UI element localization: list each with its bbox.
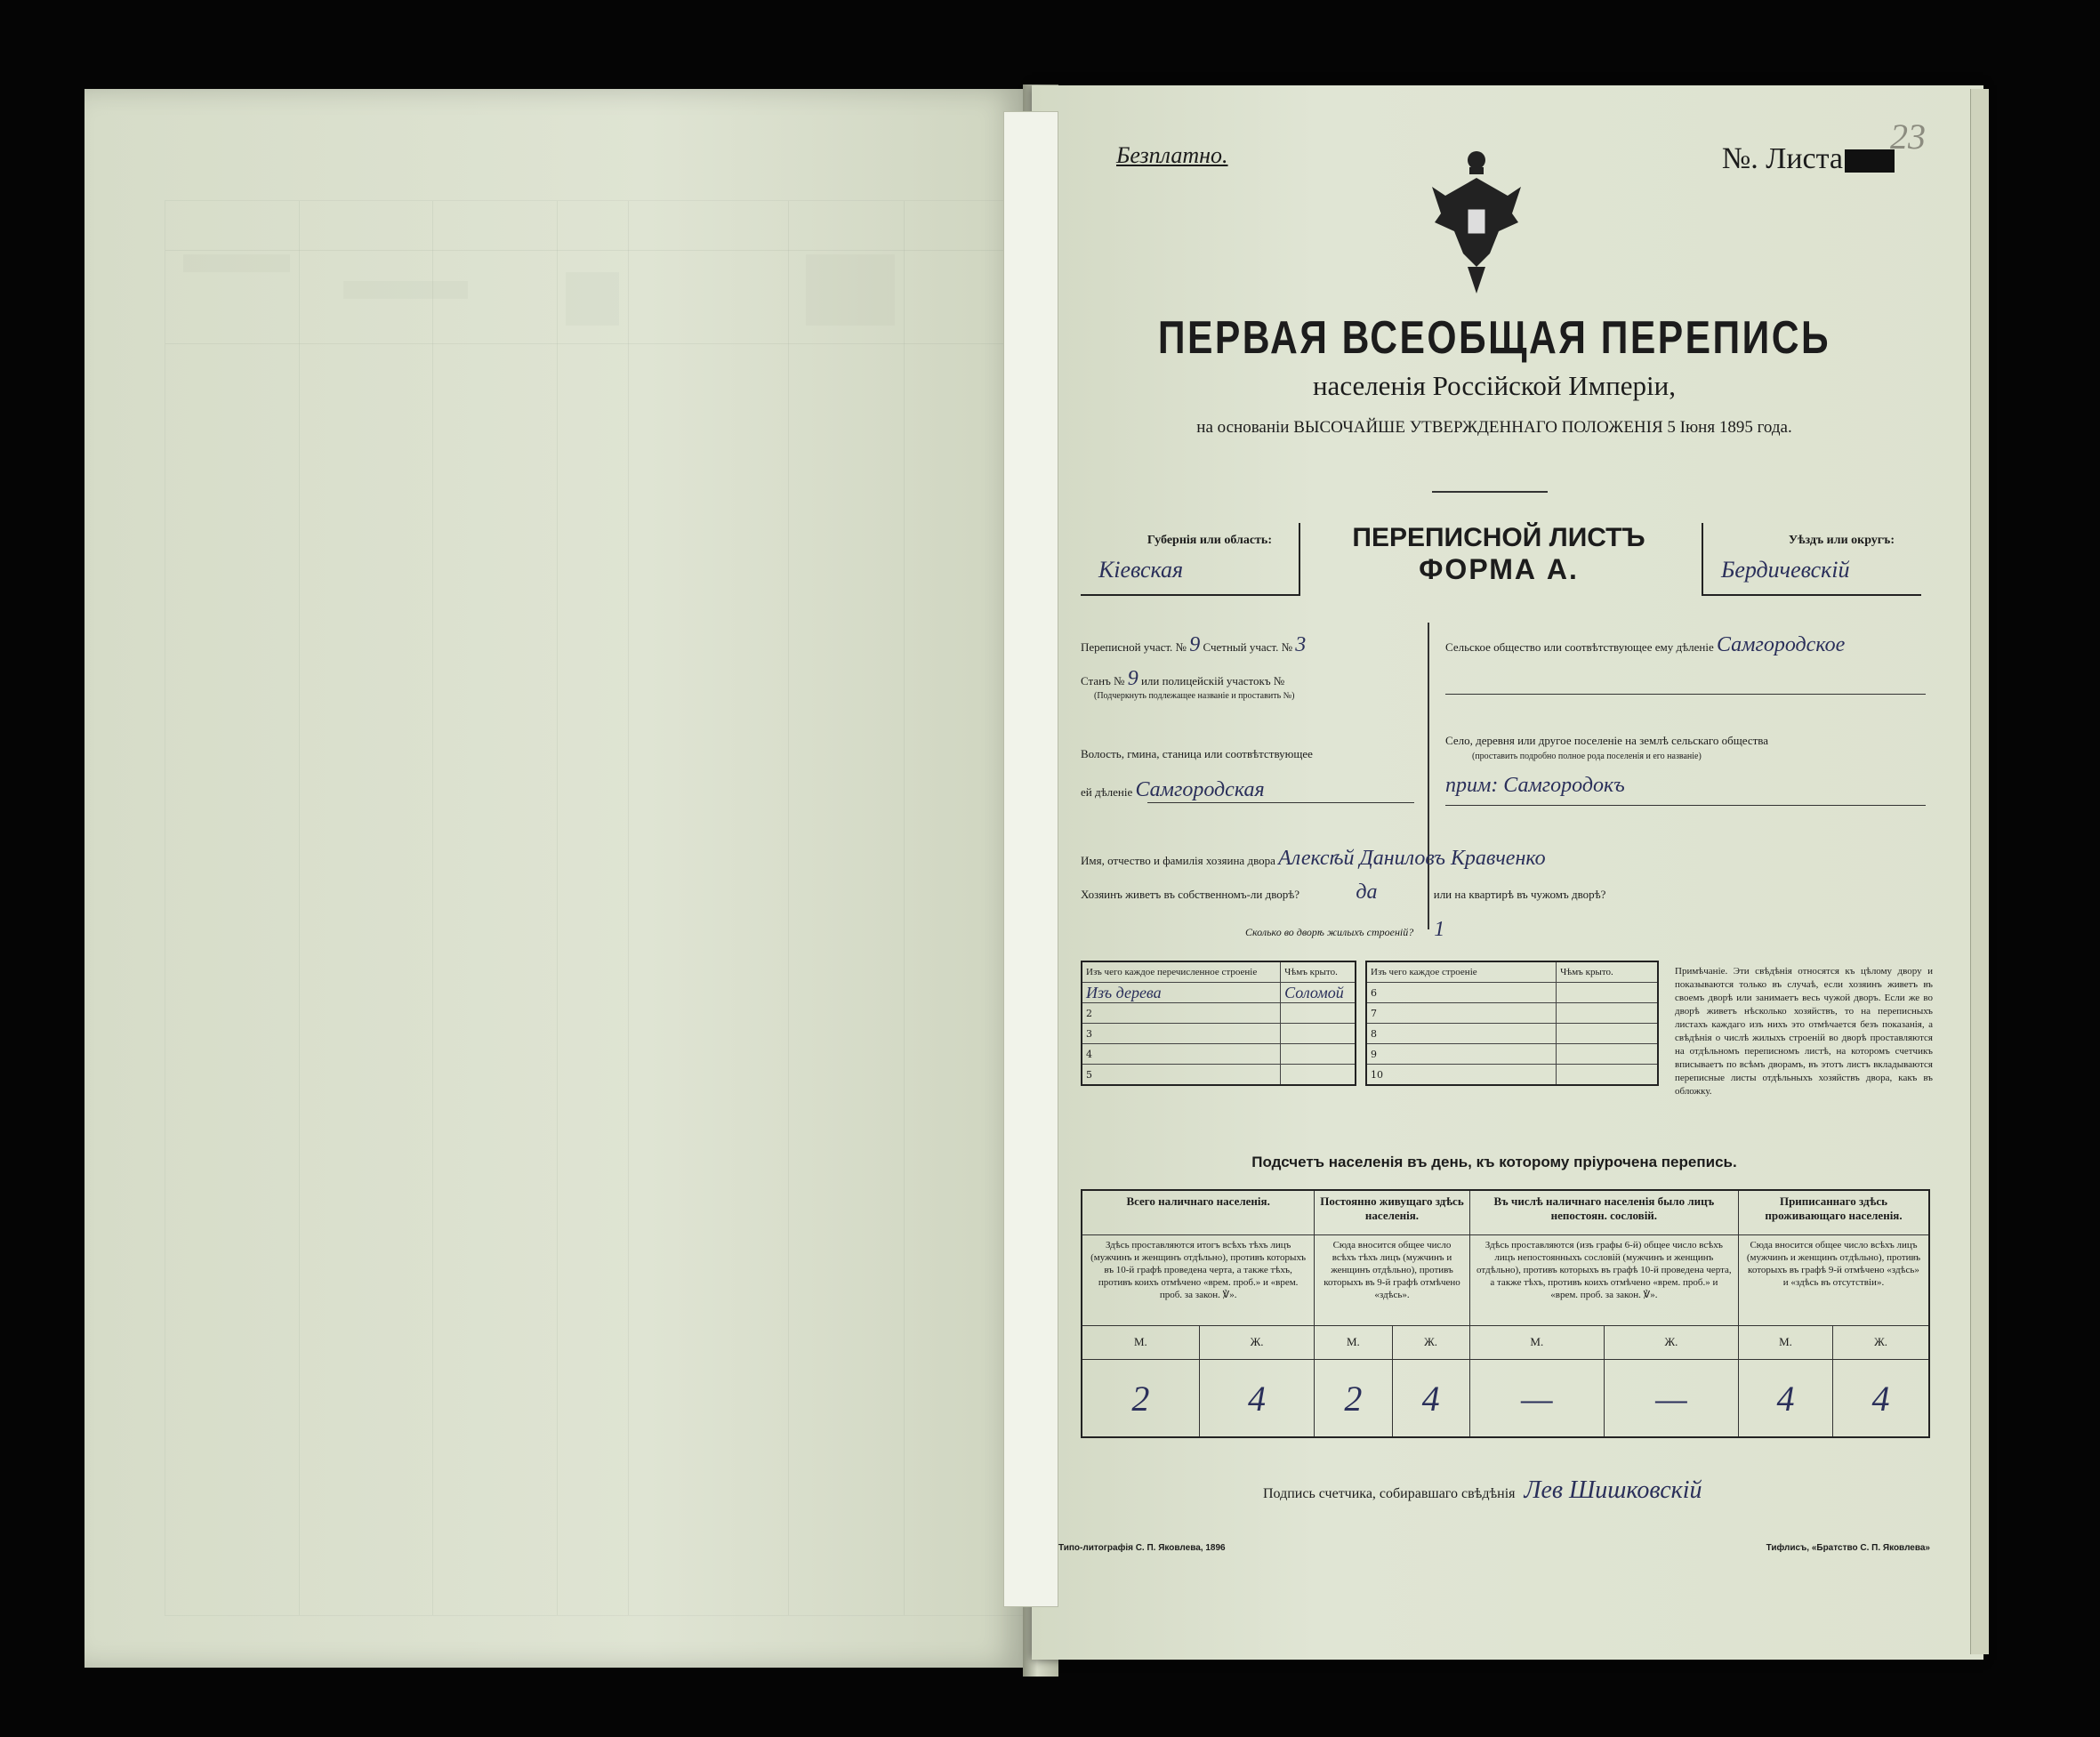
owns-label: Хозяинъ живетъ въ собственномъ-ли дворѣ?	[1081, 888, 1300, 901]
bleed-through-table	[165, 200, 1065, 1616]
table-row	[1366, 1003, 1658, 1024]
buildings-question	[1245, 918, 1444, 942]
left-page	[84, 89, 1023, 1668]
count-registered-male: 4	[1738, 1360, 1832, 1437]
count-section-value: 3	[1295, 633, 1307, 656]
free-label: Безплатно.	[1116, 142, 1228, 168]
row-number: 6	[1366, 983, 1557, 1003]
building-roof	[1557, 1044, 1658, 1065]
header-fields	[1081, 523, 1921, 599]
building-material: Изъ дерева	[1086, 983, 1162, 1001]
owns-field	[1081, 881, 1926, 905]
imperial-eagle-icon	[1428, 142, 1525, 298]
buildings-col-roof-2: Чѣмъ крыто.	[1557, 961, 1658, 983]
row-number: 4	[1082, 1044, 1281, 1065]
district-box	[1702, 523, 1921, 596]
community-label: Сельское общество или соотвѣтствующее ему дѣленіе	[1445, 640, 1714, 654]
stan-label: Станъ №	[1081, 674, 1125, 688]
count-header-nonpermanent: Въ числѣ наличнаго населенія было лицъ непостоян. сословій.	[1469, 1190, 1738, 1235]
volost-value: Самгородская	[1135, 778, 1265, 801]
census-title: ПЕРВАЯ ВСЕОБЩАЯ ПЕРЕПИСЬ	[1157, 312, 1831, 364]
volost-underline	[1147, 802, 1414, 803]
stan-field	[1081, 667, 1419, 691]
stan-alt-label: или полицейскій участокъ №	[1140, 674, 1285, 688]
building-roof	[1557, 1065, 1658, 1086]
buildings-col-material-2: Изъ чего каждое строеніе	[1366, 961, 1557, 983]
ornament-divider	[1432, 491, 1548, 505]
owner-value: Алексѣй Даниловъ Кравченко	[1278, 847, 1546, 870]
form-title-line2: ФОРМА А.	[1419, 553, 1579, 585]
row-number: 7	[1366, 1003, 1557, 1024]
table-row	[1366, 1024, 1658, 1044]
village-underline	[1445, 805, 1926, 806]
census-section-value: 9	[1189, 633, 1201, 656]
census-subtitle: населенія Россійской Имперіи,	[1312, 370, 1677, 401]
buildings-note: Примѣчаніе. Эти свѣдѣнія относятся къ цѣлому двору и показываются только въ случаѣ, если хозяинъ живетъ въ своемъ дворѣ или занимаетъ весь чужой дворъ. Если же во дворѣ живетъ нѣсколько хозяйствъ, то на переписныхъ листахъ каждаго изъ нихъ это отмѣчается безъ показанія, а свѣдѣнія о числѣ жилыхъ строеній во дворѣ проставляются на отдѣльномъ переписномъ листѣ, на которомъ счетчикъ вписываетъ по всѣмъ дворамъ, въ этотъ листъ вкладываются переписные листы отдѣльныхъ хозяйствъ двора, какъ въ обложку.	[1675, 966, 1933, 1097]
count-header-permanent: Постоянно живущаго здѣсь населенія.	[1315, 1190, 1469, 1235]
printer-imprint-right: Тифлисъ, «Братство С. П. Яковлева»	[1766, 1543, 1930, 1553]
row-number: 9	[1366, 1044, 1557, 1065]
buildings-col-roof: Чѣмъ крыто.	[1281, 961, 1356, 983]
row-number: 3	[1082, 1024, 1281, 1044]
count-header-registered: Приписаннаго здѣсь проживающаго населенія.	[1738, 1190, 1929, 1235]
sex-female: Ж.	[1199, 1325, 1314, 1360]
village-value: прим: Самгородокъ	[1445, 774, 1625, 797]
table-row	[1082, 1065, 1356, 1086]
sex-female: Ж.	[1833, 1325, 1929, 1360]
table-row	[1366, 1044, 1658, 1065]
stan-note: (Подчеркнуть подлежащее названіе и проставить №)	[1094, 691, 1295, 701]
buildings-table-left	[1081, 961, 1356, 1086]
count-section-label: Счетный участ. №	[1203, 640, 1293, 654]
row-number: 10	[1366, 1065, 1557, 1086]
row-number: 8	[1366, 1024, 1557, 1044]
buildings-table-right	[1365, 961, 1659, 1086]
sex-female: Ж.	[1392, 1325, 1469, 1360]
table-row	[1366, 983, 1658, 1003]
count-permanent-female: 4	[1392, 1360, 1469, 1437]
district-value: Бердичевскій	[1721, 557, 1850, 583]
form-title	[1321, 523, 1677, 586]
volost-field	[1081, 778, 1419, 802]
count-desc-registered: Сюда вносится общее число всѣхъ лицъ (мужчинъ и женщинъ отдѣльно), противъ которыхъ въ графѣ 9-й отмѣчено «здѣсь» и «здѣсь въ отсутствіи».	[1738, 1235, 1929, 1325]
signature-value: Лев Шишковскій	[1524, 1476, 1702, 1504]
village-note: (проставить подробно полное рода поселенія и его названіе)	[1472, 752, 1702, 761]
owns-alt-label: или на квартирѣ въ чужомъ дворѣ?	[1433, 888, 1606, 901]
table-row	[1082, 1024, 1356, 1044]
header-block	[1058, 311, 1930, 438]
volost-label2: ей дѣленіе	[1081, 785, 1133, 799]
row-number: 2	[1082, 1003, 1281, 1024]
count-permanent-male: 2	[1315, 1360, 1392, 1437]
population-count-title: Подсчетъ населенія въ день, къ которому пріурочена перепись.	[1251, 1154, 1737, 1170]
buildings-count-value: 1	[1434, 918, 1445, 941]
count-desc-nonpermanent: Здѣсь проставляются (изъ графы 6-й) общее число всѣхъ лицъ непостоянныхъ сословій (мужчинъ и женщинъ отдѣльно), противъ которыхъ въ графѣ 10-й проведена черта, а также тѣхъ, противъ коихъ отмѣчено «врем. проб.» и «врем. проб. за закон. ℣».	[1469, 1235, 1738, 1325]
count-nonpermanent-female: —	[1604, 1360, 1738, 1437]
district-label: Уѣздъ или округъ:	[1788, 534, 1895, 547]
sex-male: М.	[1738, 1325, 1832, 1360]
sex-male: М.	[1315, 1325, 1392, 1360]
census-basis: на основаніи ВЫСОЧАЙШЕ УТВЕРЖДЕННАГО ПОЛОЖЕНІЯ 5 Іюня 1895 года.	[1196, 418, 1792, 437]
census-sheet	[1058, 117, 1933, 1556]
community-field	[1445, 633, 1926, 657]
table-row	[1082, 1003, 1356, 1024]
form-title-line1: ПЕРЕПИСНОЙ ЛИСТЪ	[1352, 523, 1645, 552]
redaction-block	[1845, 149, 1895, 173]
province-value: Кіевская	[1098, 557, 1184, 583]
count-nonpermanent-male: —	[1469, 1360, 1604, 1437]
building-roof: Соломой	[1281, 983, 1356, 1003]
census-section-field	[1081, 633, 1419, 657]
page-edge	[1970, 89, 1989, 1654]
owner-label: Имя, отчество и фамилія хозяина двора	[1081, 854, 1275, 867]
signature-line	[1263, 1476, 1702, 1505]
count-header-total: Всего наличнаго населенія.	[1082, 1190, 1315, 1235]
printer-imprint-left: Типо-литографія С. П. Яковлева, 1896	[1058, 1543, 1226, 1553]
province-box	[1081, 523, 1300, 596]
building-roof	[1557, 1024, 1658, 1044]
count-desc-total: Здѣсь проставляются итогъ всѣхъ тѣхъ лицъ (мужчинъ и женщинъ отдѣльно), противъ которыхъ въ 10-й графѣ проведена черта, а также тѣхъ, противъ коихъ отмѣчено «врем. проб.» и «врем. проб. за закон. ℣».	[1082, 1235, 1315, 1325]
owner-field	[1081, 847, 1926, 871]
building-roof	[1281, 1065, 1356, 1086]
population-count-table	[1081, 1189, 1930, 1438]
province-label: Губернія или область:	[1147, 534, 1272, 547]
count-total-female: 4	[1199, 1360, 1314, 1437]
signature-label: Подпись счетчика, собиравшаго свѣдѣнія	[1263, 1486, 1516, 1501]
building-roof	[1557, 1003, 1658, 1024]
sex-male: М.	[1082, 1325, 1199, 1360]
community-value: Самгородское	[1716, 633, 1846, 656]
buildings-question-label: Сколько во дворѣ жилыхъ строеній?	[1245, 926, 1414, 938]
paper-strip	[1003, 111, 1058, 1607]
count-desc-permanent: Сюда вносится общее число всѣхъ тѣхъ лицъ (мужчинъ и женщинъ отдѣльно), противъ которыхъ въ 9-й графѣ отмѣчено «здѣсь».	[1315, 1235, 1469, 1325]
building-roof	[1557, 983, 1658, 1003]
village-label: Село, деревня или другое поселеніе на землѣ сельскаго общества	[1445, 734, 1769, 747]
building-roof	[1281, 1044, 1356, 1065]
count-registered-female: 4	[1833, 1360, 1929, 1437]
building-roof	[1281, 1003, 1356, 1024]
census-section-label: Переписной участ. №	[1081, 640, 1187, 654]
stan-value: 9	[1127, 667, 1139, 690]
count-total-male: 2	[1082, 1360, 1199, 1437]
sex-female: Ж.	[1604, 1325, 1738, 1360]
table-row	[1366, 1065, 1658, 1086]
community-underline	[1445, 694, 1926, 695]
buildings-col-material: Изъ чего каждое перечисленное строеніе	[1082, 961, 1281, 983]
pencil-page-number: 23	[1890, 117, 1926, 157]
sex-male: М.	[1469, 1325, 1604, 1360]
row-number: 5	[1082, 1065, 1281, 1086]
table-row	[1082, 1044, 1356, 1065]
sheet-number-label: №. Листа	[1721, 142, 1843, 175]
sheet-number	[1722, 142, 1895, 176]
owns-value: да	[1356, 881, 1378, 904]
volost-label: Волость, гмина, станица или соотвѣтствующее	[1081, 747, 1313, 760]
table-row	[1082, 983, 1356, 1003]
building-roof	[1281, 1024, 1356, 1044]
